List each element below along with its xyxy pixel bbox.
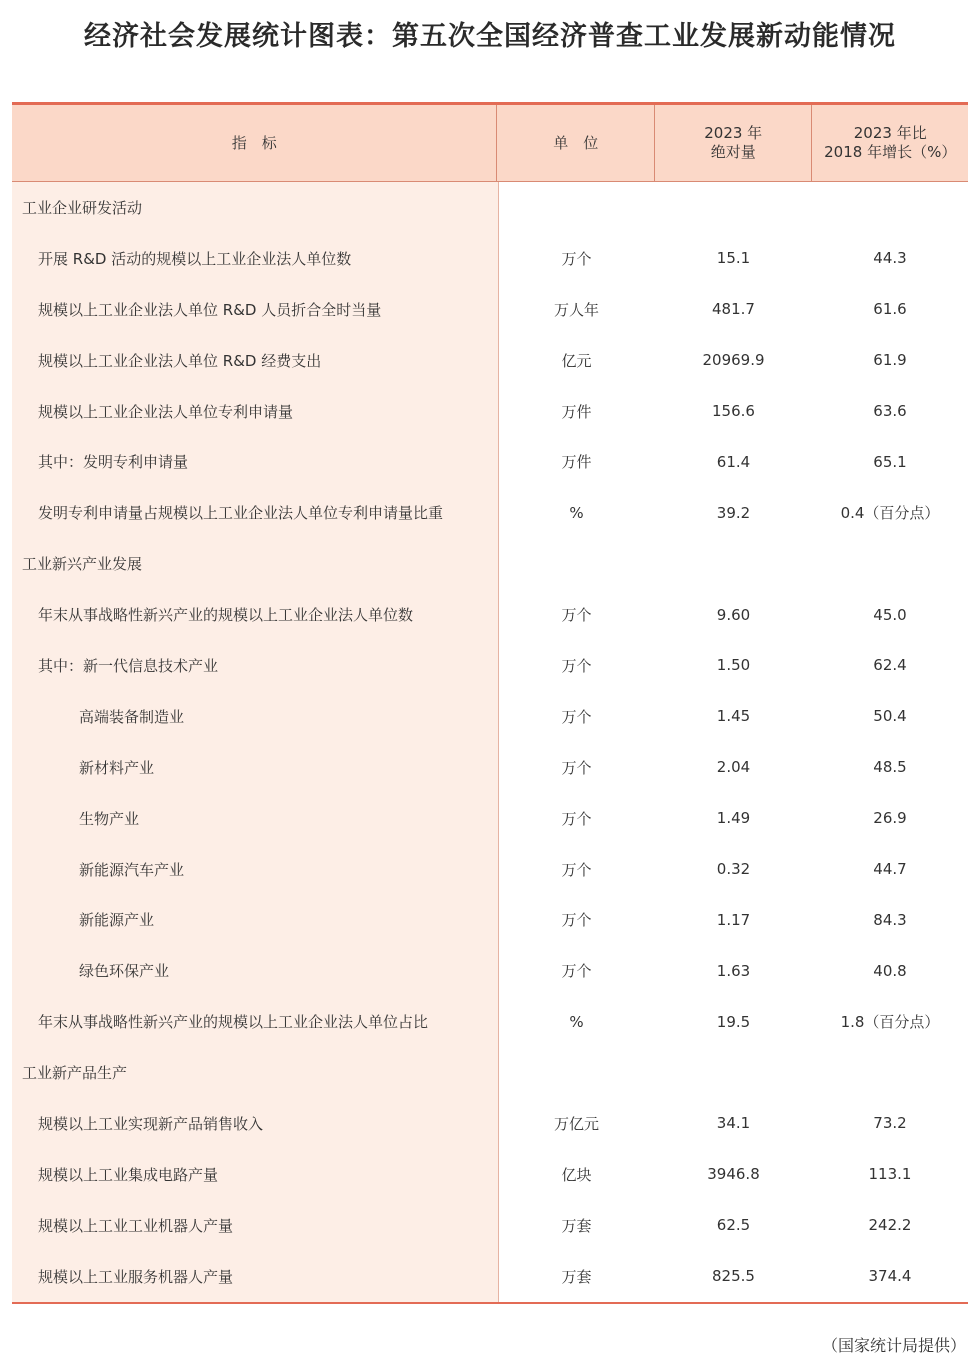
indicator-cell: 发明专利申请量占规模以上工业企业法人单位专利申请量比重: [12, 487, 498, 538]
absolute-value-cell: 1.50: [716, 656, 751, 675]
table-row: [12, 386, 968, 437]
unit-cell: 万套: [561, 1216, 592, 1235]
unit-cell: 万人年: [553, 300, 599, 319]
header-absolute: [655, 105, 813, 181]
unit-cell: %: [569, 1012, 584, 1031]
indicator-cell: 工业新产品生产: [12, 1047, 498, 1098]
absolute-value-cell: 156.6: [712, 402, 755, 420]
table-row: [12, 1149, 968, 1200]
header-indicator: [12, 105, 497, 181]
growth-cell: 1.8（百分点）: [840, 1013, 940, 1032]
growth-cell: 84.3: [873, 910, 907, 929]
stats-table: [12, 102, 968, 1304]
table-row: [12, 487, 968, 538]
unit-cell: 万个: [561, 809, 592, 828]
table-row: [12, 538, 968, 589]
table-row: [12, 945, 968, 996]
indicator-cell: 新材料产业: [12, 742, 498, 793]
table-row: [12, 894, 968, 945]
absolute-value-cell: 9.60: [716, 605, 751, 624]
unit-cell: 万件: [561, 453, 592, 472]
growth-cell: 50.4: [873, 707, 907, 726]
header-unit-label: 单 位: [553, 133, 599, 152]
absolute-value-cell: 62.5: [716, 1216, 751, 1235]
indicator-cell: 工业新兴产业发展: [12, 538, 498, 589]
unit-cell: %: [569, 503, 584, 522]
column-divider: [498, 182, 499, 1302]
absolute-value-cell: 3946.8: [707, 1165, 760, 1184]
indicator-cell: 开展 R&D 活动的规模以上工业企业法人单位数: [12, 233, 498, 284]
table-row: [12, 1200, 968, 1251]
growth-cell: 62.4: [873, 656, 907, 675]
absolute-value-cell: 15.1: [716, 249, 751, 268]
table-row: [12, 742, 968, 793]
header-indicator-label: 指 标: [231, 133, 277, 152]
growth-cell: 45.0: [873, 605, 907, 624]
growth-cell: 44.7: [873, 860, 907, 879]
table-row: [12, 844, 968, 895]
indicator-cell: 年末从事战略性新兴产业的规模以上工业企业法人单位占比: [12, 996, 498, 1047]
table-row: [12, 1251, 968, 1302]
table-row: [12, 436, 968, 487]
growth-cell: 61.9: [873, 351, 907, 370]
unit-cell: 万个: [561, 707, 592, 726]
unit-cell: 亿块: [561, 1165, 592, 1184]
indicator-cell: 规模以上工业实现新产品销售收入: [12, 1098, 498, 1149]
table-header: [12, 105, 968, 182]
growth-cell: 113.1: [868, 1165, 912, 1184]
indicator-cell: 规模以上工业工业机器人产量: [12, 1200, 498, 1251]
growth-cell: 65.1: [873, 452, 907, 471]
indicator-cell: 其中：新一代信息技术产业: [12, 640, 498, 691]
indicator-cell: 新能源产业: [12, 894, 498, 945]
unit-cell: 万个: [561, 606, 592, 625]
growth-cell: 44.3: [873, 249, 907, 268]
absolute-value-cell: 0.32: [716, 860, 751, 879]
absolute-value-cell: 825.5: [712, 1267, 755, 1286]
indicator-cell: 新能源汽车产业: [12, 844, 498, 895]
header-absolute-line2: 绝对量: [710, 143, 756, 161]
table-row: [12, 640, 968, 691]
absolute-value-cell: 481.7: [712, 300, 755, 319]
table-body: [12, 182, 968, 1302]
absolute-value-cell: 1.49: [716, 809, 751, 828]
table-bottom-rule: [12, 1302, 968, 1304]
source-note: （国家统计局提供）: [821, 1336, 966, 1355]
growth-cell: 63.6: [873, 402, 907, 420]
indicator-cell: 规模以上工业企业法人单位 R&D 人员折合全时当量: [12, 284, 498, 335]
growth-cell: 242.2: [868, 1216, 912, 1235]
header-growth: [812, 105, 968, 181]
absolute-value-cell: 61.4: [716, 452, 751, 471]
indicator-cell: 生物产业: [12, 793, 498, 844]
absolute-value-cell: 34.1: [716, 1114, 751, 1133]
unit-cell: 万套: [561, 1267, 592, 1286]
growth-cell: 40.8: [873, 961, 907, 980]
table-row: [12, 996, 968, 1047]
table-row: [12, 1098, 968, 1149]
unit-cell: 万亿元: [553, 1114, 599, 1133]
indicator-cell: 规模以上工业集成电路产量: [12, 1149, 498, 1200]
page-title: 经济社会发展统计图表：第五次全国经济普查工业发展新动能情况: [84, 21, 896, 52]
absolute-value-cell: 19.5: [716, 1012, 751, 1031]
growth-cell: 61.6: [873, 300, 907, 319]
absolute-value-cell: 1.45: [716, 707, 751, 726]
header-growth-line1: 2023 年比: [853, 124, 927, 142]
unit-cell: 万个: [561, 656, 592, 675]
indicator-cell: 年末从事战略性新兴产业的规模以上工业企业法人单位数: [12, 589, 498, 640]
table-row: [12, 793, 968, 844]
growth-cell: 0.4（百分点）: [840, 504, 940, 523]
unit-cell: 万个: [561, 962, 592, 981]
absolute-value-cell: 2.04: [716, 758, 751, 777]
indicator-cell: 高端装备制造业: [12, 691, 498, 742]
unit-cell: 万个: [561, 249, 592, 268]
table-row: [12, 284, 968, 335]
growth-cell: 26.9: [873, 809, 907, 828]
growth-cell: 73.2: [873, 1114, 907, 1133]
indicator-cell: 规模以上工业企业法人单位 R&D 经费支出: [12, 335, 498, 386]
table-row: [12, 691, 968, 742]
indicator-cell: 规模以上工业企业法人单位专利申请量: [12, 386, 498, 437]
unit-cell: 万件: [561, 402, 592, 421]
table-row: [12, 589, 968, 640]
header-growth-line2: 2018 年增长（%）: [824, 143, 957, 161]
header-absolute-line1: 2023 年: [704, 124, 763, 142]
indicator-cell: 其中：发明专利申请量: [12, 436, 498, 487]
table-row: [12, 182, 968, 233]
growth-cell: 374.4: [868, 1267, 912, 1286]
table-row: [12, 335, 968, 386]
unit-cell: 万个: [561, 758, 592, 777]
absolute-value-cell: 1.63: [716, 961, 751, 980]
indicator-cell: 规模以上工业服务机器人产量: [12, 1251, 498, 1302]
header-unit: [497, 105, 655, 181]
table-row: [12, 1047, 968, 1098]
indicator-cell: 绿色环保产业: [12, 945, 498, 996]
growth-cell: 48.5: [873, 758, 907, 777]
unit-cell: 万个: [561, 860, 592, 879]
indicator-cell: 工业企业研发活动: [12, 182, 498, 233]
unit-cell: 万个: [561, 911, 592, 930]
absolute-value-cell: 39.2: [716, 503, 751, 522]
absolute-value-cell: 1.17: [716, 910, 751, 929]
table-row: [12, 233, 968, 284]
unit-cell: 亿元: [561, 351, 592, 370]
absolute-value-cell: 20969.9: [702, 351, 765, 370]
